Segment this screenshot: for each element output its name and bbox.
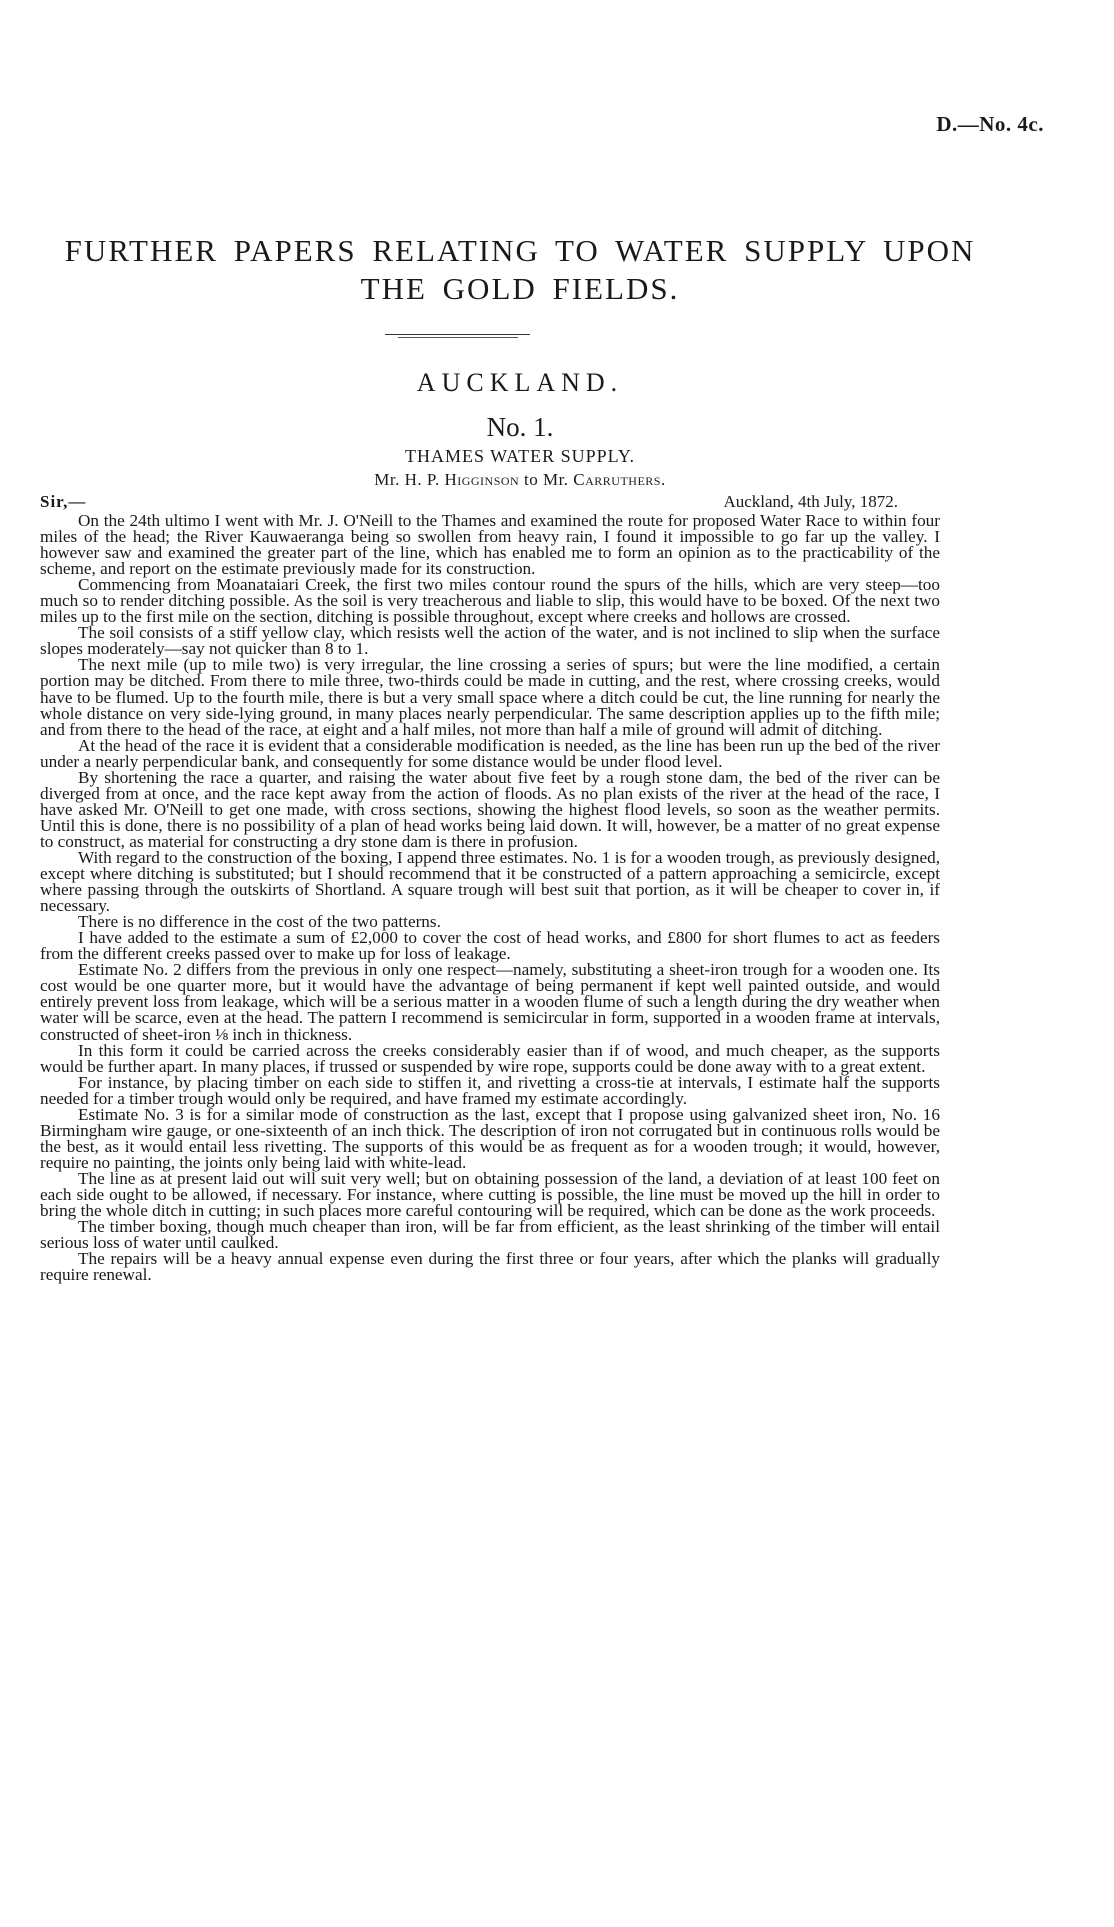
paragraph: I have added to the estimate a sum of £2,000 to cover the cost of head works, and £800 for short flumes to act as feeders from the different creeks passed over to make up for loss of leakage. bbox=[40, 928, 940, 964]
letter-salutation: Sir,— bbox=[40, 492, 87, 511]
recipient-prefix: to Mr. bbox=[519, 470, 574, 489]
paragraph: For instance, by placing timber on each side to stiffen it, and rivetting a cross-tie at intervals, I estimate half the supports needed for a timber trough would only be required, and have framed my estimate accordingly. bbox=[40, 1072, 940, 1108]
paragraph: Commencing from Moanataiari Creek, the first two miles contour round the spurs of the hills, which are very steep—too much so to render ditching possible. As the soil is very treacherous and liable to slip, this would have to be boxed. Of the next two miles up to the first mile on the section, ditching is possible throughout, except where creeks and hollows are crossed. bbox=[40, 575, 940, 627]
sender-name: Higginson bbox=[444, 470, 520, 489]
paragraph: The repairs will be a heavy annual expense even during the first three or four years, after which the planks will gradually require renewal. bbox=[40, 1249, 940, 1285]
title-divider bbox=[385, 334, 530, 335]
letter-body bbox=[40, 513, 940, 1283]
recipient-name: Carruthers. bbox=[573, 470, 666, 489]
letter-dateline: Auckland, 4th July, 1872. bbox=[723, 492, 898, 511]
paper-number: No. 1. bbox=[486, 412, 554, 442]
sender-prefix: Mr. H. P. bbox=[374, 470, 445, 489]
paragraph: At the head of the race it is evident that a considerable modification is needed, as the line has been run up the bed of the river under a nearly perpendicular bank, and consequently for some distance would be under flood level. bbox=[40, 735, 940, 771]
correspondence-parties bbox=[40, 470, 1000, 490]
paragraph: In this form it could be carried across the creeks considerably easier than if of wood, and much cheaper, as the supports would be further apart. In many places, if trussed or suspended by wire rope, supports could be done away with to a great extent. bbox=[40, 1040, 940, 1076]
title-divider-secondary bbox=[398, 337, 518, 338]
paragraph: Estimate No. 2 differs from the previous in only one respect—namely, substituting a sheet-iron trough for a wooden one. Its cost would be one quarter more, but it would have the advantage of being permanent if kept well painted outside, and would entirely prevent loss from leakage, which will be a serious matter in a wooden flume of such a length during the dry weather when water will be scarce, even at the head. The pattern I recommend is semicircular in form, supported in a wooden frame at intervals, constructed of sheet-iron ⅛ inch in thickness. bbox=[40, 960, 940, 1044]
paragraph: With regard to the construction of the boxing, I append three estimates. No. 1 is for a wooden trough, as previously designed, except where ditching is substituted; but I should recommend that it be constructed of a pattern approaching a semicircle, except where passing through the outskirts of Shortland. A square trough will best suit that portion, as it will be cheaper to cover in, if necessary. bbox=[40, 847, 940, 916]
paragraph: The timber boxing, though much cheaper than iron, will be far from efficient, as the least shrinking of the timber will entail serious loss of water until caulked. bbox=[40, 1217, 940, 1253]
paragraph: Estimate No. 3 is for a similar mode of construction as the last, except that I propose using galvanized sheet iron, No. 16 Birmingham wire gauge, or one-sixteenth of an inch thick. The description of iron not corrugated but in continuous rolls would be the best, as it would entail less rivetting. The supports of this would be as frequent as for a wooden trough; it would, however, require no painting, the joints only being laid with white-lead. bbox=[40, 1104, 940, 1172]
paragraph: The line as at present laid out will suit very well; but on obtaining possession of the land, a deviation of at least 100 feet on each side ought to be allowed, if necessary. For instance, where cutting is possible, the line must be moved up the hill in order to bring the whole ditch in cutting; in such places more careful contouring will be required, which can be done as the work proceeds. bbox=[40, 1168, 940, 1221]
paragraph: There is no difference in the cost of the two patterns. bbox=[78, 912, 441, 932]
paragraph: The soil consists of a stiff yellow clay, which resists well the action of the water, and is not inclined to slip when the surface slopes moderately—say not quicker than 8 to 1. bbox=[40, 623, 940, 659]
document-title: FURTHER PAPERS RELATING TO WATER SUPPLY UPON THE GOLD FIELDS. bbox=[64, 233, 976, 306]
paper-subject: THAMES WATER SUPPLY. bbox=[404, 446, 636, 466]
paragraph: By shortening the race a quarter, and raising the water about five feet by a rough stone dam, the bed of the river can be diverged from at once, and the race kept away from the action of floods. As no plan exists of the river at the head of the race, I have asked Mr. O'Neill to get one made, with cross sections, showing the highest flood levels, so soon as the weather permits. Until this is done, there is no possibility of a plan of head works being laid down. It will, however, be a matter of no great expense to construct, as material for constructing a dry stone dam is there in profusion. bbox=[40, 767, 940, 851]
paragraph: The next mile (up to mile two) is very irregular, the line crossing a series of spurs; but were the line modified, a certain portion may be ditched. From there to mile three, two-thirds could be made in cutting, and the rest, where crossing creeks, would have to be flumed. Up to the fourth mile, there is but a very small space where a ditch could be cut, the line running for nearly the whole distance on very side-lying ground, in many places nearly perpendicular. The same description applies up to the fifth mile; and from there to the head of the race, at eight and a half miles, not more than half a mile of ground will admit of ditching. bbox=[40, 655, 940, 739]
paragraph: On the 24th ultimo I went with Mr. J. O'Neill to the Thames and examined the route for proposed Water Race to within four miles of the head; the River Kauwaeranga being so swollen from heavy rain, I found it impossible to go far up the valley. I however saw and examined the greater part of the line, which has enabled me to form an opinion as to the practicability of the scheme, and report on the estimate previously made for its construction. bbox=[40, 511, 940, 579]
document-reference: D.—No. 4c. bbox=[936, 112, 1044, 136]
province-heading: AUCKLAND. bbox=[416, 368, 624, 397]
